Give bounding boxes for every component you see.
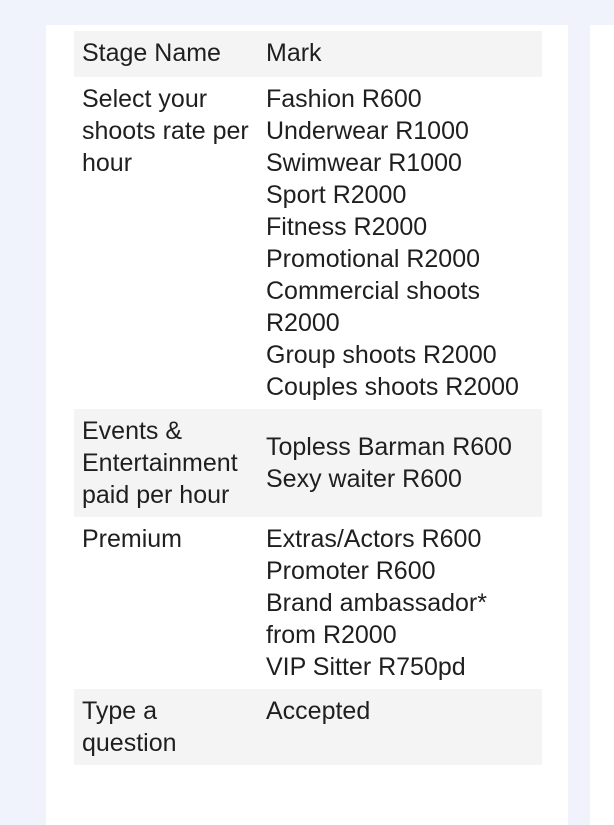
value-line: Sexy waiter R600 [266,465,462,493]
table-row-shoot-rates [74,77,542,409]
row-value [258,409,542,517]
value-line: Mark [266,39,322,67]
page-edge [590,25,614,825]
value-line: Extras/Actors R600 [266,525,482,553]
value-line: VIP Sitter R750pd [266,653,466,681]
value-line: Sport R2000 [266,181,407,209]
row-label: Type a question [74,689,258,765]
value-line: Group shoots R2000 [266,341,497,369]
row-value [258,31,542,77]
value-line: Fashion R600 [266,85,422,113]
row-label: Stage Name [74,31,258,77]
table-row-premium [74,517,542,689]
row-label: Premium [74,517,258,689]
value-line: Accepted [266,697,371,725]
row-value [258,689,542,765]
value-line: Promoter R600 [266,557,436,585]
table-row-events [74,409,542,517]
value-line: Fitness R2000 [266,213,428,241]
row-label: Events & Entertainment paid per hour [74,409,258,517]
row-value [258,517,542,689]
value-line: Underwear R1000 [266,117,469,145]
row-value [258,77,542,409]
row-label: Select your shoots rate per hour [74,77,258,409]
value-line: Swimwear R1000 [266,149,462,177]
page-gutter [568,25,590,825]
value-line: Topless Barman R600 [266,433,512,461]
value-line: Couples shoots R2000 [266,373,519,401]
value-line: Promotional R2000 [266,245,481,273]
value-line: Brand ambassador* from R2000 [266,589,487,649]
table-row-question [74,689,542,765]
submission-details-table [74,31,542,765]
value-line: Commercial shoots R2000 [266,277,480,337]
table-row-stage-name [74,31,542,77]
